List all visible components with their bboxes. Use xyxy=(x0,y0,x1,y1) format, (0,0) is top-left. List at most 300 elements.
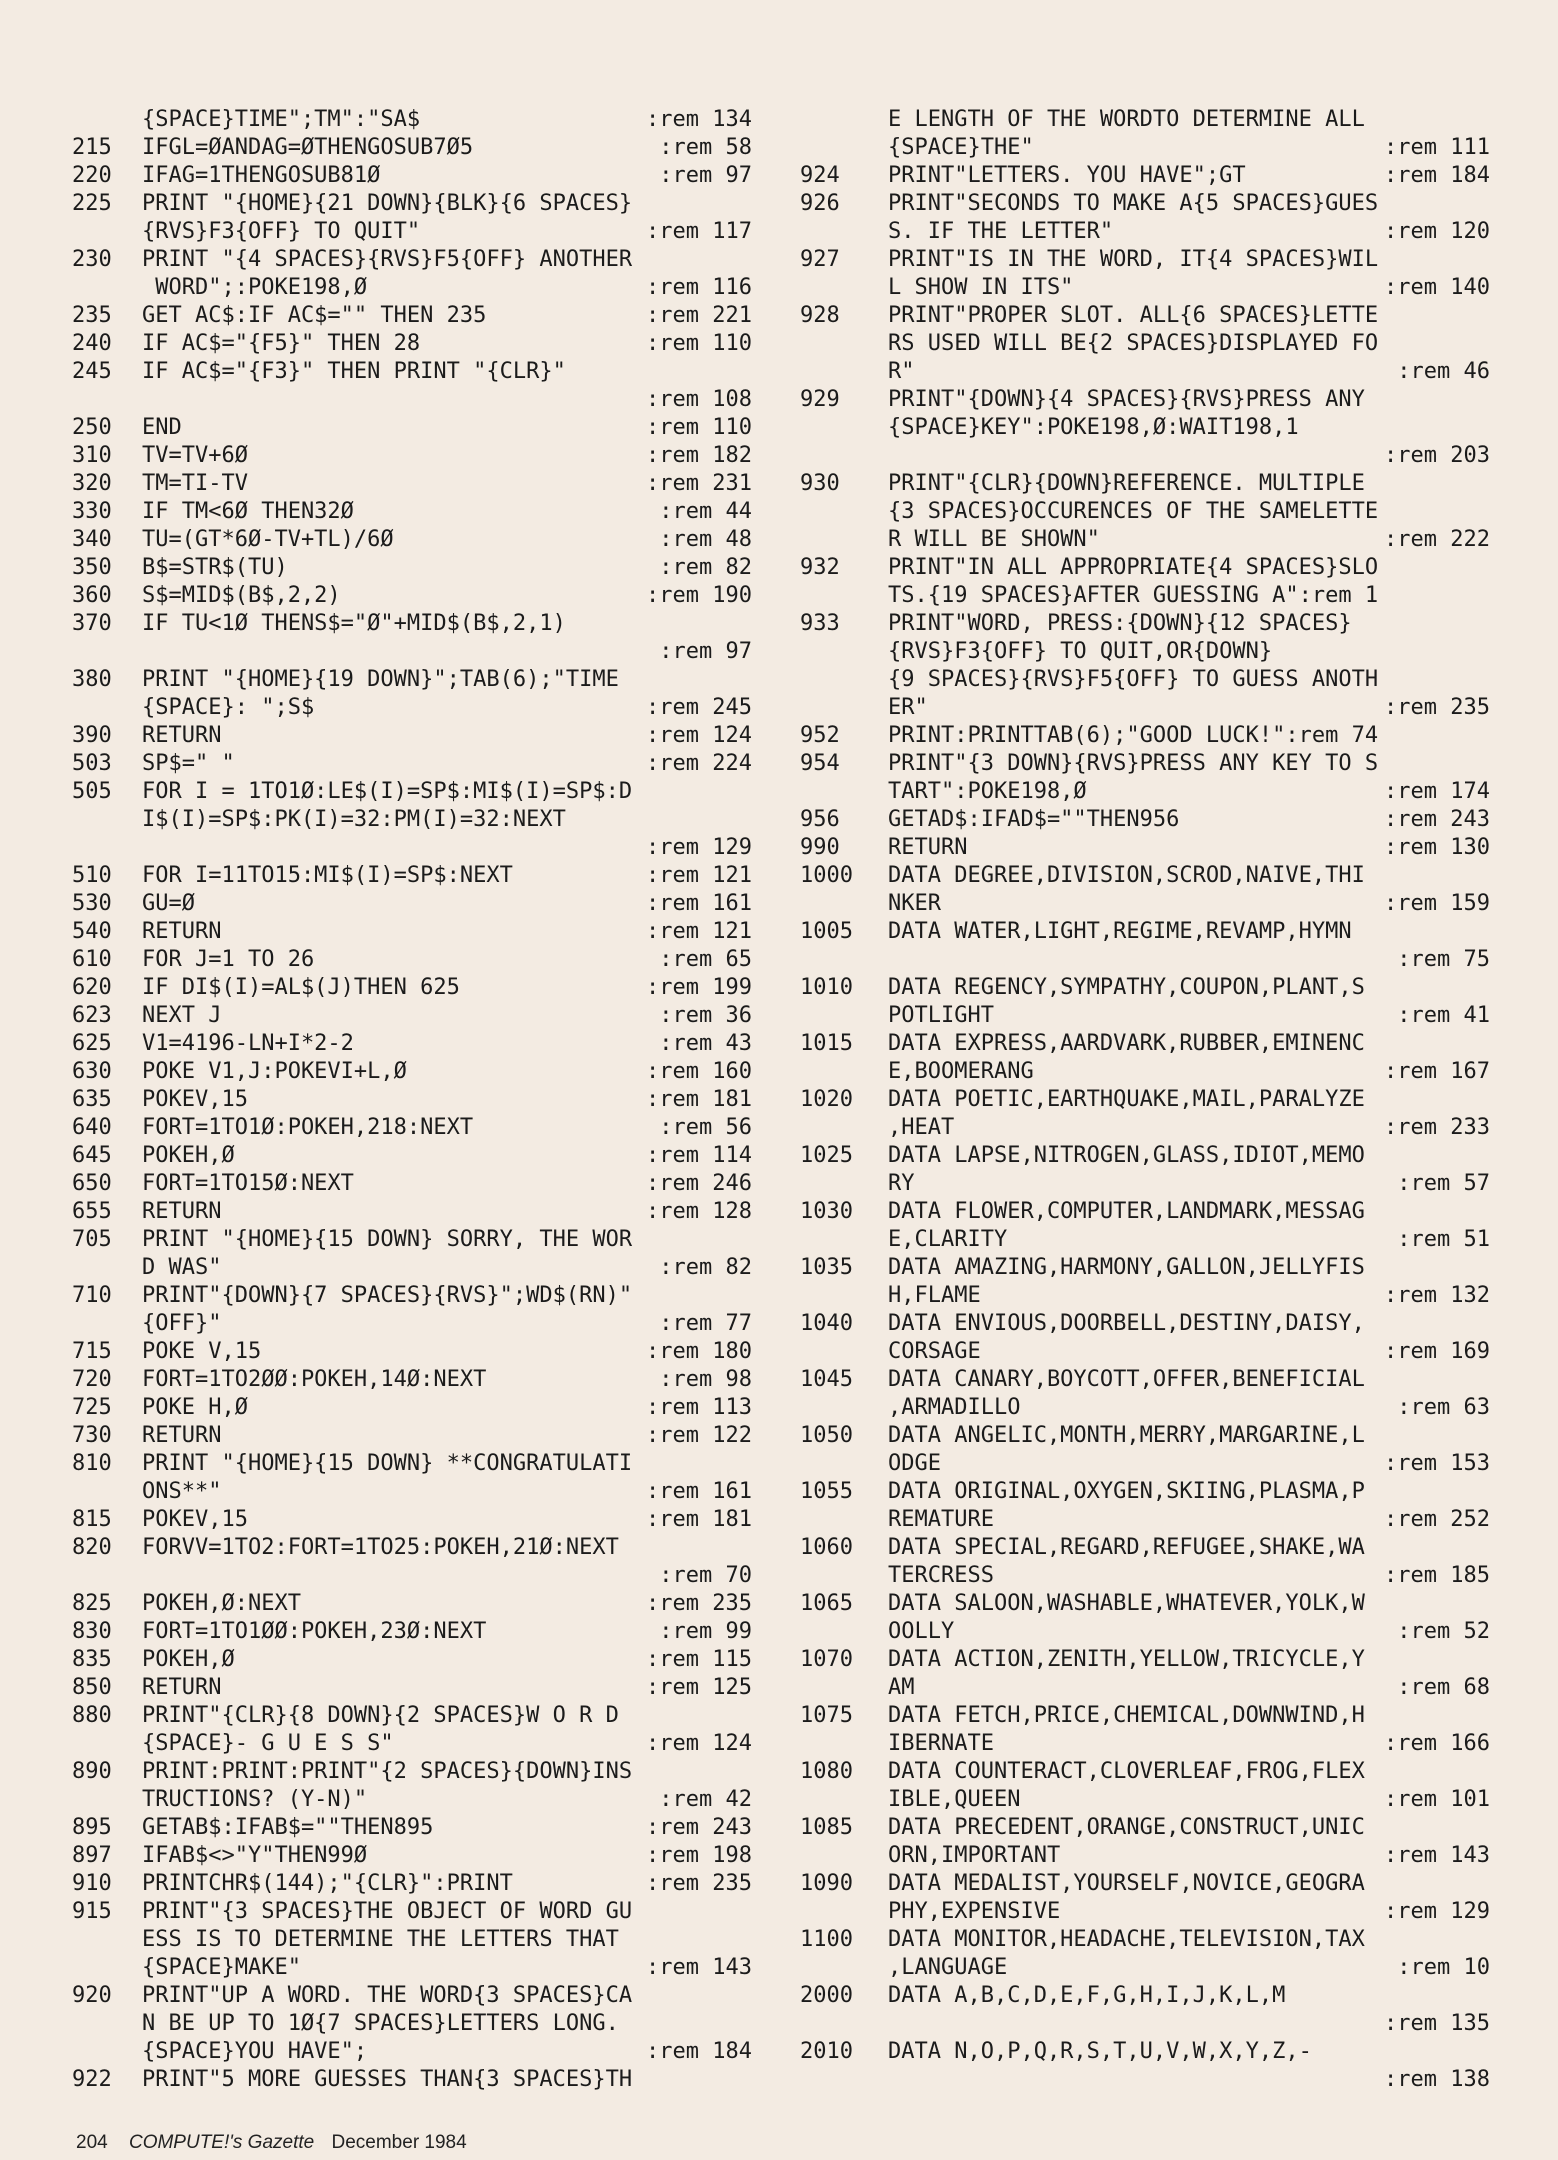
code-line xyxy=(800,1450,1490,1478)
line-number: 655 xyxy=(72,1199,112,1224)
rem-checksum: :rem 129 xyxy=(646,835,752,860)
line-number: 1080 xyxy=(800,1759,853,1784)
code-text: {SPACE}KEY":POKE198,Ø:WAIT198,1 xyxy=(888,415,1299,440)
left-lines xyxy=(72,106,762,2094)
rem-checksum: :rem 235 xyxy=(646,1591,752,1616)
code-line xyxy=(72,750,762,778)
line-number: 235 xyxy=(72,303,112,328)
code-text: S. IF THE LETTER" xyxy=(888,219,1114,244)
rem-checksum: :rem 182 xyxy=(646,443,752,468)
line-number: 920 xyxy=(72,1983,112,2008)
rem-checksum: :rem 111 xyxy=(1384,135,1490,160)
code-line xyxy=(72,330,762,358)
code-line xyxy=(800,778,1490,806)
code-text: R" xyxy=(888,359,915,384)
rem-checksum: :rem 97 xyxy=(659,163,752,188)
code-text: NEXT J xyxy=(142,1003,222,1028)
code-line xyxy=(800,134,1490,162)
issue-date: December 1984 xyxy=(331,2132,467,2153)
code-line xyxy=(800,890,1490,918)
line-number: 310 xyxy=(72,443,112,468)
code-text: DATA REGENCY,SYMPATHY,COUPON,PLANT,S xyxy=(888,975,1365,1000)
code-line xyxy=(800,330,1490,358)
line-number: 610 xyxy=(72,947,112,972)
code-line xyxy=(72,1646,762,1674)
rem-checksum: :rem 190 xyxy=(646,583,752,608)
code-line xyxy=(72,918,762,946)
code-line xyxy=(72,610,762,638)
rem-checksum: :rem 82 xyxy=(659,555,752,580)
line-number: 650 xyxy=(72,1171,112,1196)
code-text: DATA POETIC,EARTHQUAKE,MAIL,PARALYZE xyxy=(888,1087,1365,1112)
code-line xyxy=(800,862,1490,890)
line-number: 928 xyxy=(800,303,840,328)
rem-checksum: :rem 52 xyxy=(1397,1619,1490,1644)
line-number: 220 xyxy=(72,163,112,188)
code-text: DATA SPECIAL,REGARD,REFUGEE,SHAKE,WA xyxy=(888,1535,1365,1560)
code-text: PRINT:PRINTTAB(6);"GOOD LUCK!":rem 74 xyxy=(888,723,1379,748)
line-number: 956 xyxy=(800,807,840,832)
line-number: 510 xyxy=(72,863,112,888)
code-text: ,ARMADILLO xyxy=(888,1395,1021,1420)
code-text: PRINT "{HOME}{19 DOWN}";TAB(6);"TIME xyxy=(142,667,619,692)
code-line xyxy=(800,1226,1490,1254)
rem-checksum: :rem 246 xyxy=(646,1171,752,1196)
code-text: OOLLY xyxy=(888,1619,955,1644)
code-line xyxy=(72,1702,762,1730)
code-line xyxy=(800,750,1490,778)
code-line xyxy=(800,1618,1490,1646)
code-line xyxy=(800,2010,1490,2038)
code-text: TM=TI-TV xyxy=(142,471,248,496)
code-text: PRINT:PRINT:PRINT"{2 SPACES}{DOWN}INS xyxy=(142,1759,633,1784)
code-text: RETURN xyxy=(142,919,222,944)
code-text: DATA LAPSE,NITROGEN,GLASS,IDIOT,MEMO xyxy=(888,1143,1365,1168)
code-text: TART":POKE198,Ø xyxy=(888,779,1087,804)
code-text: L SHOW IN ITS" xyxy=(888,275,1074,300)
code-line xyxy=(72,1254,762,1282)
code-line xyxy=(72,302,762,330)
line-number: 915 xyxy=(72,1899,112,1924)
code-line xyxy=(72,274,762,302)
line-number: 625 xyxy=(72,1031,112,1056)
code-line xyxy=(800,2038,1490,2066)
code-text: {SPACE}YOU HAVE"; xyxy=(142,2039,368,2064)
code-text: DATA ORIGINAL,OXYGEN,SKIING,PLASMA,P xyxy=(888,1479,1365,1504)
line-number: 1040 xyxy=(800,1311,853,1336)
rem-checksum: :rem 140 xyxy=(1384,275,1490,300)
code-line xyxy=(72,1366,762,1394)
code-line xyxy=(800,1002,1490,1030)
code-line xyxy=(72,1954,762,1982)
line-number: 623 xyxy=(72,1003,112,1028)
line-number: 1010 xyxy=(800,975,853,1000)
code-text: IBERNATE xyxy=(888,1731,994,1756)
code-line xyxy=(800,162,1490,190)
rem-checksum: :rem 121 xyxy=(646,919,752,944)
code-text: H,FLAME xyxy=(888,1283,981,1308)
code-text: RETURN xyxy=(142,1675,222,1700)
code-text: TU=(GT*6Ø-TV+TL)/6Ø xyxy=(142,527,394,552)
rem-checksum: :rem 221 xyxy=(646,303,752,328)
rem-checksum: :rem 124 xyxy=(646,1731,752,1756)
code-text: FORT=1TO2ØØ:POKEH,14Ø:NEXT xyxy=(142,1367,487,1392)
rem-checksum: :rem 130 xyxy=(1384,835,1490,860)
rem-checksum: :rem 184 xyxy=(646,2039,752,2064)
code-text: FORT=1TO15Ø:NEXT xyxy=(142,1171,354,1196)
code-line xyxy=(800,1310,1490,1338)
code-text: ER" xyxy=(888,695,928,720)
code-line xyxy=(800,1786,1490,1814)
code-line xyxy=(800,386,1490,414)
rem-checksum: :rem 97 xyxy=(659,639,752,664)
code-text: FOR J=1 TO 26 xyxy=(142,947,315,972)
line-number: 540 xyxy=(72,919,112,944)
code-line xyxy=(72,1590,762,1618)
code-line xyxy=(72,1926,762,1954)
rem-checksum: :rem 161 xyxy=(646,1479,752,1504)
code-text: FORT=1TO1Ø:POKEH,218:NEXT xyxy=(142,1115,474,1140)
code-line xyxy=(800,526,1490,554)
rem-checksum: :rem 153 xyxy=(1384,1451,1490,1476)
code-line xyxy=(800,638,1490,666)
code-text: {SPACE}MAKE" xyxy=(142,1955,301,1980)
code-line xyxy=(800,1646,1490,1674)
line-number: 880 xyxy=(72,1703,112,1728)
page-number: 204 xyxy=(76,2132,108,2153)
rem-checksum: :rem 160 xyxy=(646,1059,752,1084)
code-text: PRINT "{HOME}{15 DOWN} **CONGRATULATI xyxy=(142,1451,633,1476)
code-text: IBLE,QUEEN xyxy=(888,1787,1021,1812)
code-text: DATA COUNTERACT,CLOVERLEAF,FROG,FLEX xyxy=(888,1759,1365,1784)
code-text: PRINT"SECONDS TO MAKE A{5 SPACES}GUES xyxy=(888,191,1379,216)
rem-checksum: :rem 46 xyxy=(1397,359,1490,384)
code-line xyxy=(72,2010,762,2038)
code-line xyxy=(72,2066,762,2094)
line-number: 530 xyxy=(72,891,112,916)
line-number: 630 xyxy=(72,1059,112,1084)
code-line xyxy=(72,862,762,890)
rem-checksum: :rem 181 xyxy=(646,1507,752,1532)
code-text: {RVS}F3{OFF} TO QUIT,OR{DOWN} xyxy=(888,639,1273,664)
code-text: I$(I)=SP$:PK(I)=32:PM(I)=32:NEXT xyxy=(142,807,566,832)
rem-checksum: :rem 132 xyxy=(1384,1283,1490,1308)
code-line xyxy=(800,106,1490,134)
code-line xyxy=(72,246,762,274)
line-number: 390 xyxy=(72,723,112,748)
line-number: 825 xyxy=(72,1591,112,1616)
code-line xyxy=(800,806,1490,834)
code-text: PRINT"{3 SPACES}THE OBJECT OF WORD GU xyxy=(142,1899,633,1924)
code-line xyxy=(72,190,762,218)
code-line xyxy=(72,386,762,414)
line-number: 820 xyxy=(72,1535,112,1560)
rem-checksum: :rem 128 xyxy=(646,1199,752,1224)
code-text: DATA DEGREE,DIVISION,SCROD,NAIVE,THI xyxy=(888,863,1365,888)
line-number: 1065 xyxy=(800,1591,853,1616)
rem-checksum: :rem 75 xyxy=(1397,947,1490,972)
line-number: 225 xyxy=(72,191,112,216)
rem-checksum: :rem 110 xyxy=(646,415,752,440)
code-line xyxy=(72,498,762,526)
line-number: 2010 xyxy=(800,2039,853,2064)
code-text: TS.{19 SPACES}AFTER GUESSING A":rem 1 xyxy=(888,583,1379,608)
rem-checksum: :rem 108 xyxy=(646,387,752,412)
rem-checksum: :rem 122 xyxy=(646,1423,752,1448)
code-text: IF DI$(I)=AL$(J)THEN 625 xyxy=(142,975,460,1000)
code-line xyxy=(800,610,1490,638)
code-text: DATA EXPRESS,AARDVARK,RUBBER,EMINENC xyxy=(888,1031,1365,1056)
code-text: NKER xyxy=(888,891,941,916)
code-line xyxy=(72,554,762,582)
line-number: 503 xyxy=(72,751,112,776)
code-line xyxy=(72,582,762,610)
code-line xyxy=(72,106,762,134)
line-number: 1085 xyxy=(800,1815,853,1840)
code-text: POTLIGHT xyxy=(888,1003,994,1028)
code-line xyxy=(800,1394,1490,1422)
code-line xyxy=(800,1702,1490,1730)
code-line xyxy=(800,1282,1490,1310)
code-text: TRUCTIONS? (Y-N)" xyxy=(142,1787,368,1812)
code-line xyxy=(800,358,1490,386)
code-text: RS USED WILL BE{2 SPACES}DISPLAYED FO xyxy=(888,331,1379,356)
code-text: D WAS" xyxy=(142,1255,222,1280)
rem-checksum: :rem 121 xyxy=(646,863,752,888)
code-text: POKE V,15 xyxy=(142,1339,262,1364)
code-text: POKEH,Ø xyxy=(142,1647,235,1672)
rem-checksum: :rem 235 xyxy=(646,1871,752,1896)
code-line xyxy=(72,806,762,834)
code-line xyxy=(72,1478,762,1506)
code-text: DATA FETCH,PRICE,CHEMICAL,DOWNWIND,H xyxy=(888,1703,1365,1728)
code-text: DATA N,O,P,Q,R,S,T,U,V,W,X,Y,Z,- xyxy=(888,2039,1312,2064)
code-text: {3 SPACES}OCCURENCES OF THE SAMELETTE xyxy=(888,499,1379,524)
code-line xyxy=(800,582,1490,610)
code-line xyxy=(800,1590,1490,1618)
line-number: 215 xyxy=(72,135,112,160)
code-line xyxy=(72,1982,762,2010)
rem-checksum: :rem 198 xyxy=(646,1843,752,1868)
code-text: {RVS}F3{OFF} TO QUIT" xyxy=(142,219,421,244)
rem-checksum: :rem 77 xyxy=(659,1311,752,1336)
code-text: PRINT"{DOWN}{4 SPACES}{RVS}PRESS ANY xyxy=(888,387,1365,412)
line-number: 1090 xyxy=(800,1871,853,1896)
code-text: PRINTCHR$(144);"{CLR}":PRINT xyxy=(142,1871,513,1896)
line-number: 645 xyxy=(72,1143,112,1168)
code-line xyxy=(72,1422,762,1450)
code-text: DATA WATER,LIGHT,REGIME,REVAMP,HYMN xyxy=(888,919,1352,944)
code-line xyxy=(800,246,1490,274)
code-text: DATA MONITOR,HEADACHE,TELEVISION,TAX xyxy=(888,1927,1365,1952)
line-number: 933 xyxy=(800,611,840,636)
rem-checksum: :rem 224 xyxy=(646,751,752,776)
code-line xyxy=(72,1674,762,1702)
code-line xyxy=(72,1226,762,1254)
code-line xyxy=(800,1674,1490,1702)
code-line xyxy=(800,414,1490,442)
code-text: RETURN xyxy=(888,835,968,860)
code-line xyxy=(800,1954,1490,1982)
code-text: RETURN xyxy=(142,1423,222,1448)
code-text: DATA ACTION,ZENITH,YELLOW,TRICYCLE,Y xyxy=(888,1647,1365,1672)
rem-checksum: :rem 245 xyxy=(646,695,752,720)
line-number: 320 xyxy=(72,471,112,496)
code-line xyxy=(72,1030,762,1058)
magazine-title: COMPUTE!'s Gazette xyxy=(128,2132,315,2153)
code-text: PRINT"{CLR}{8 DOWN}{2 SPACES}W O R D xyxy=(142,1703,619,1728)
code-line xyxy=(72,834,762,862)
code-line xyxy=(800,946,1490,974)
rem-checksum: :rem 252 xyxy=(1384,1507,1490,1532)
line-number: 1005 xyxy=(800,919,853,944)
code-line xyxy=(72,1310,762,1338)
rem-checksum: :rem 41 xyxy=(1397,1003,1490,1028)
code-line xyxy=(72,134,762,162)
line-number: 1000 xyxy=(800,863,853,888)
code-line xyxy=(72,162,762,190)
code-text: TV=TV+6Ø xyxy=(142,443,248,468)
code-line xyxy=(72,1842,762,1870)
code-text: DATA ENVIOUS,DOORBELL,DESTINY,DAISY, xyxy=(888,1311,1365,1336)
code-text: ESS IS TO DETERMINE THE LETTERS THAT xyxy=(142,1927,619,1952)
code-text: PRINT"IN ALL APPROPRIATE{4 SPACES}SLO xyxy=(888,555,1379,580)
code-line xyxy=(800,1898,1490,1926)
code-line xyxy=(72,1170,762,1198)
code-text: POKE H,Ø xyxy=(142,1395,248,1420)
rem-checksum: :rem 56 xyxy=(659,1115,752,1140)
code-line xyxy=(72,1870,762,1898)
code-text: PRINT"WORD, PRESS:{DOWN}{12 SPACES} xyxy=(888,611,1352,636)
code-text: RETURN xyxy=(142,1199,222,1224)
rem-checksum: :rem 57 xyxy=(1397,1171,1490,1196)
code-text: V1=4196-LN+I*2-2 xyxy=(142,1031,354,1056)
right-lines xyxy=(800,106,1490,2094)
code-text: PRINT "{HOME}{15 DOWN} SORRY, THE WOR xyxy=(142,1227,633,1252)
rem-checksum: :rem 235 xyxy=(1384,695,1490,720)
code-line xyxy=(72,1730,762,1758)
code-text: IFAG=1THENGOSUB81Ø xyxy=(142,163,381,188)
listing-right-column xyxy=(800,106,1490,2094)
rem-checksum: :rem 143 xyxy=(1384,1843,1490,1868)
code-text: WORD";:POKE198,Ø xyxy=(142,275,368,300)
code-text: GETAB$:IFAB$=""THEN895 xyxy=(142,1815,434,1840)
code-text: CORSAGE xyxy=(888,1339,981,1364)
code-text: POKE V1,J:POKEVI+L,Ø xyxy=(142,1059,407,1084)
code-text: IF TM<6Ø THEN32Ø xyxy=(142,499,354,524)
code-text: PRINT"{3 DOWN}{RVS}PRESS ANY KEY TO S xyxy=(888,751,1379,776)
line-number: 810 xyxy=(72,1451,112,1476)
code-text: IFGL=ØANDAG=ØTHENGOSUB7Ø5 xyxy=(142,135,474,160)
line-number: 1055 xyxy=(800,1479,853,1504)
line-number: 897 xyxy=(72,1843,112,1868)
code-text: DATA FLOWER,COMPUTER,LANDMARK,MESSAG xyxy=(888,1199,1365,1224)
line-number: 350 xyxy=(72,555,112,580)
rem-checksum: :rem 243 xyxy=(1384,807,1490,832)
code-line xyxy=(800,1366,1490,1394)
code-line xyxy=(72,1338,762,1366)
line-number: 1045 xyxy=(800,1367,853,1392)
code-text: FORT=1TO1ØØ:POKEH,23Ø:NEXT xyxy=(142,1619,487,1644)
code-text: TERCRESS xyxy=(888,1563,994,1588)
code-line xyxy=(800,1730,1490,1758)
rem-checksum: :rem 135 xyxy=(1384,2011,1490,2036)
code-line xyxy=(72,890,762,918)
rem-checksum: :rem 138 xyxy=(1384,2067,1490,2092)
code-line xyxy=(800,1758,1490,1786)
rem-checksum: :rem 143 xyxy=(646,1955,752,1980)
code-text: S$=MID$(B$,2,2) xyxy=(142,583,341,608)
code-line xyxy=(72,470,762,498)
line-number: 815 xyxy=(72,1507,112,1532)
code-line xyxy=(72,778,762,806)
code-text: {9 SPACES}{RVS}F5{OFF} TO GUESS ANOTH xyxy=(888,667,1379,692)
code-text: AM xyxy=(888,1675,915,1700)
rem-checksum: :rem 120 xyxy=(1384,219,1490,244)
code-text: {SPACE}TIME";TM":"SA$ xyxy=(142,107,421,132)
rem-checksum: :rem 101 xyxy=(1384,1787,1490,1812)
rem-checksum: :rem 42 xyxy=(659,1787,752,1812)
rem-checksum: :rem 161 xyxy=(646,891,752,916)
code-line xyxy=(72,442,762,470)
code-text: END xyxy=(142,415,182,440)
code-text: E,CLARITY xyxy=(888,1227,1008,1252)
code-line xyxy=(800,1142,1490,1170)
code-text: PHY,EXPENSIVE xyxy=(888,1899,1061,1924)
line-number: 1075 xyxy=(800,1703,853,1728)
line-number: 620 xyxy=(72,975,112,1000)
code-line xyxy=(800,1086,1490,1114)
code-text: E,BOOMERANG xyxy=(888,1059,1034,1084)
code-text: PRINT "{4 SPACES}{RVS}F5{OFF} ANOTHER xyxy=(142,247,633,272)
code-text: {OFF}" xyxy=(142,1311,222,1336)
line-number: 929 xyxy=(800,387,840,412)
line-number: 330 xyxy=(72,499,112,524)
code-line xyxy=(800,554,1490,582)
line-number: 890 xyxy=(72,1759,112,1784)
rem-checksum: :rem 48 xyxy=(659,527,752,552)
code-text: B$=STR$(TU) xyxy=(142,555,288,580)
code-line xyxy=(72,1142,762,1170)
rem-checksum: :rem 117 xyxy=(646,219,752,244)
code-line xyxy=(800,190,1490,218)
code-text: RETURN xyxy=(142,723,222,748)
code-line xyxy=(72,722,762,750)
code-line xyxy=(72,526,762,554)
code-line xyxy=(800,274,1490,302)
code-line xyxy=(800,1338,1490,1366)
line-number: 725 xyxy=(72,1395,112,1420)
code-line xyxy=(800,1030,1490,1058)
code-line xyxy=(800,1814,1490,1842)
line-number: 245 xyxy=(72,359,112,384)
line-number: 835 xyxy=(72,1647,112,1672)
rem-checksum: :rem 181 xyxy=(646,1087,752,1112)
code-line xyxy=(800,722,1490,750)
code-text: IF AC$="{F5}" THEN 28 xyxy=(142,331,421,356)
rem-checksum: :rem 51 xyxy=(1397,1227,1490,1252)
rem-checksum: :rem 231 xyxy=(646,471,752,496)
code-text: GU=Ø xyxy=(142,891,195,916)
line-number: 1035 xyxy=(800,1255,853,1280)
line-number: 1060 xyxy=(800,1535,853,1560)
code-text: FOR I=11TO15:MI$(I)=SP$:NEXT xyxy=(142,863,513,888)
line-number: 710 xyxy=(72,1283,112,1308)
rem-checksum: :rem 199 xyxy=(646,975,752,1000)
code-line xyxy=(800,442,1490,470)
rem-checksum: :rem 98 xyxy=(659,1367,752,1392)
line-number: 705 xyxy=(72,1227,112,1252)
